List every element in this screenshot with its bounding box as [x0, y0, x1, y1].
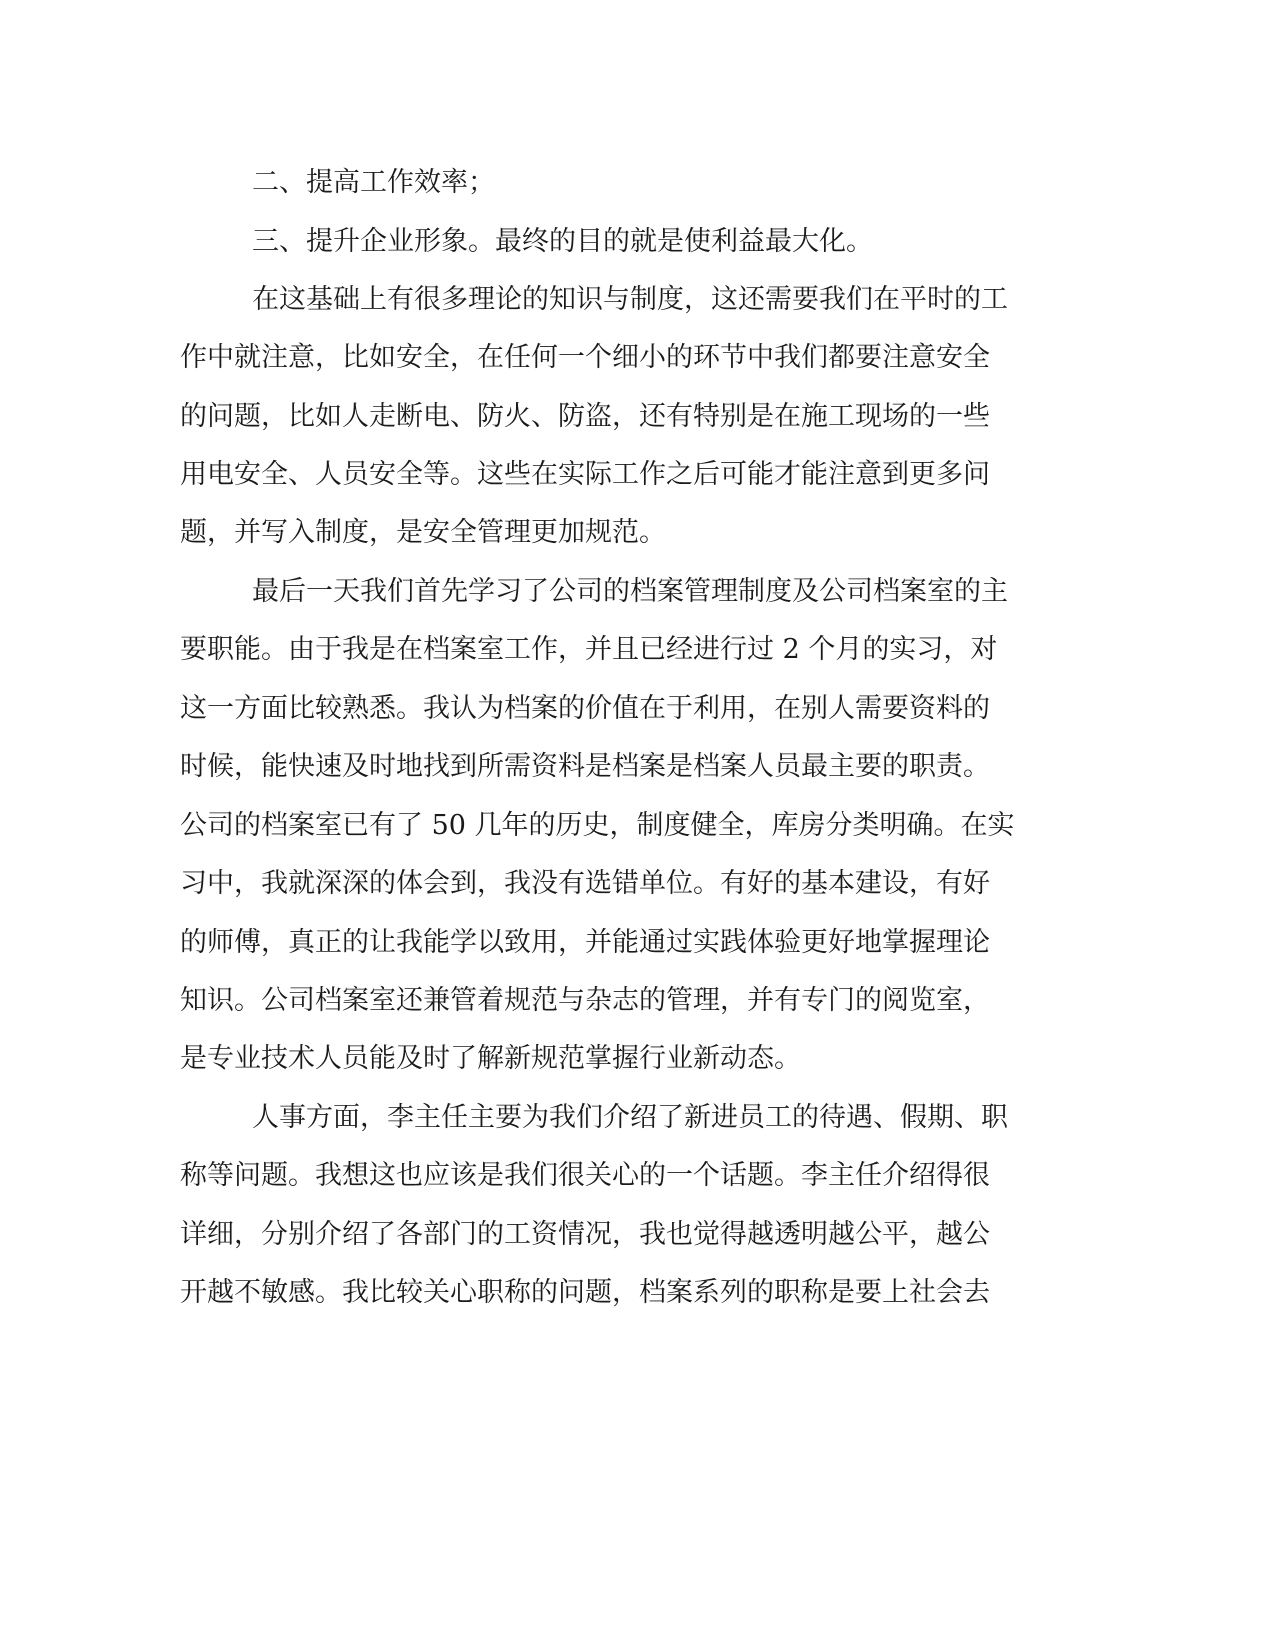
paragraph-2-line-7: 的师傅，真正的让我能学以致用，并能通过实践体验更好地掌握理论: [180, 927, 990, 958]
paragraph-1-line-4: 用电安全、人员安全等。这些在实际工作之后可能才能注意到更多问: [180, 459, 990, 490]
paragraph-1-line-3: 的问题，比如人走断电、防火、防盗，还有特别是在施工现场的一些: [180, 401, 990, 432]
text-line: [0, 1214, 1275, 1256]
text-line: [0, 337, 1275, 379]
text-line: [0, 221, 1275, 263]
paragraph-1-line-1: 在这基础上有很多理论的知识与制度，这还需要我们在平时的工: [252, 284, 1008, 315]
list-item-3: 三、提升企业形象。最终的目的就是使利益最大化。: [252, 226, 873, 257]
paragraph-2-line-5: 公司的档案室已有了 50 几年的历史，制度健全，库房分类明确。在实: [180, 810, 1015, 841]
paragraph-3-line-1: 人事方面，李主任主要为我们介绍了新进员工的待遇、假期、职: [252, 1102, 1008, 1133]
paragraph-1-line-2: 作中就注意，比如安全，在任何一个细小的环节中我们都要注意安全: [180, 342, 990, 373]
text-line: [0, 688, 1275, 730]
text-line: [0, 980, 1275, 1022]
paragraph-2-line-1: 最后一天我们首先学习了公司的档案管理制度及公司档案室的主: [252, 576, 1008, 607]
text-line: [0, 454, 1275, 496]
paragraph-2-line-6: 习中，我就深深的体会到，我没有选错单位。有好的基本建设，有好: [180, 868, 990, 899]
text-line: [0, 512, 1275, 554]
text-line: [0, 1272, 1275, 1314]
paragraph-1-line-5: 题，并写入制度，是安全管理更加规范。: [180, 517, 666, 548]
text-line: [0, 1155, 1275, 1197]
text-line: [0, 279, 1275, 321]
text-line: [0, 396, 1275, 438]
text-line: [0, 805, 1275, 847]
list-item-2: 二、提高工作效率；: [252, 167, 495, 198]
text-line: [0, 1038, 1275, 1080]
text-line: [0, 922, 1275, 964]
paragraph-2-line-3: 这一方面比较熟悉。我认为档案的价值在于利用，在别人需要资料的: [180, 693, 990, 724]
paragraph-2-line-2: 要职能。由于我是在档案室工作，并且已经进行过 2 个月的实习，对: [180, 634, 998, 665]
text-line: [0, 629, 1275, 671]
paragraph-2-line-8: 知识。公司档案室还兼管着规范与杂志的管理，并有专门的阅览室，: [180, 985, 990, 1016]
text-line: [0, 162, 1275, 204]
paragraph-3-line-2: 称等问题。我想这也应该是我们很关心的一个话题。李主任介绍得很: [180, 1160, 990, 1191]
text-line: [0, 863, 1275, 905]
paragraph-3-line-3: 详细，分别介绍了各部门的工资情况，我也觉得越透明越公平，越公: [180, 1219, 990, 1250]
paragraph-2-line-4: 时候，能快速及时地找到所需资料是档案是档案人员最主要的职责。: [180, 751, 990, 782]
text-line: [0, 746, 1275, 788]
paragraph-2-line-9: 是专业技术人员能及时了解新规范掌握行业新动态。: [180, 1043, 801, 1074]
paragraph-3-line-4: 开越不敏感。我比较关心职称的问题，档案系列的职称是要上社会去: [180, 1277, 990, 1308]
text-line: [0, 1097, 1275, 1139]
text-line: [0, 571, 1275, 613]
